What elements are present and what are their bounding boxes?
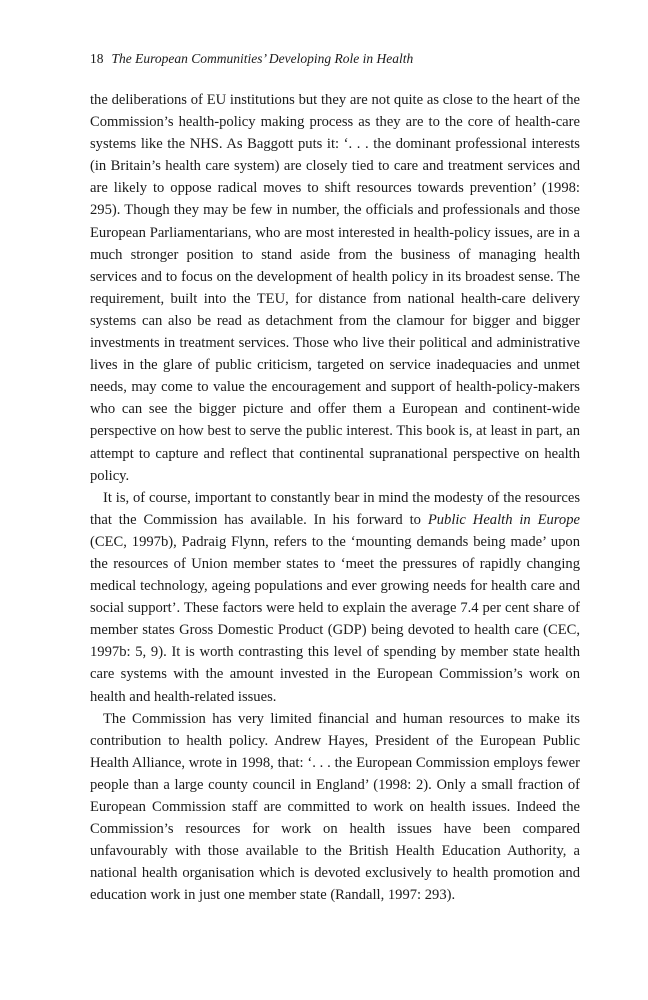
running-head (90, 50, 580, 68)
paragraph-3: The Commission has very limited financial and human resources to make its contribution to health policy. Andrew Hayes, President of the European Public Health Alliance, wrote in 1998, that: ‘. . . the European Commission employs fewer people than a large county council in England’ (1998: 2). Only a small fraction of European Commission staff are committed to work on health issues. Indeed the Commission’s resources for work on health issues have been compared unfavourably with those available to the British Health Education Authority, a national health organisation which is devoted exclusively to health promotion and education work in just one member state (Randall, 1997: 293). (90, 710, 580, 904)
paragraph-1: the deliberations of EU institutions but they are not quite as close to the heart of the Commission’s health-policy making process as they are to the core of health-care systems like the NHS. As Baggott puts it: ‘. . . the dominant professional interests (in Britain’s health care system) are closely tied to care and treatment services and are likely to oppose radical moves to shift resources towards prevention’ (1998: 295). Though they may be few in number, the officials and professionals and those European Parliamentarians, who are most interested in health-policy issues, are in a much stronger position to stand aside from the business of managing health services and to focus on the development of health policy in its broadest sense. The requirement, built into the TEU, for distance from national health-care delivery systems can also be read as detachment from the clamour for bigger and bigger investments in treatment services. Those who live their political and administrative lives in the glare of public criticism, targeted on service inadequacies and unmet needs, may come to value the encouragement and support of health-policy-makers who can see the bigger picture and offer them a European and continent-wide perspective on how best to serve the public interest. This book is, at least in part, an attempt to capture and reflect that continental supranational perspective on health policy. (90, 92, 580, 484)
running-head-title: The European Communities’ Developing Role in Health (111, 51, 414, 66)
paragraph-2-text-b: (CEC, 1997b), Padraig Flynn, refers to the ‘mounting demands being made’ upon the resources of Union member states to ‘meet the pressures of rapidly changing medical technology, ageing populations and ever growing needs for health care and social support’. These factors were held to explain the average 7.4 per cent share of member states Gross Domestic Product (GDP) being devoted to health care (CEC, 1997b: 5, 9). It is worth contrasting this level of spending by member state health care systems with the amount invested in the European Commission’s work on health and health-related issues. (90, 533, 580, 705)
paragraph-2-text-a: It is, of course, important to constantly bear in mind the modesty of the resources that the Commission has available. In his forward to (90, 489, 580, 528)
body-text (90, 89, 580, 906)
paragraph-2-italic-title: Public Health in Europe (427, 511, 580, 528)
page-number: 18 (90, 51, 104, 66)
paragraph-2 (90, 487, 580, 708)
